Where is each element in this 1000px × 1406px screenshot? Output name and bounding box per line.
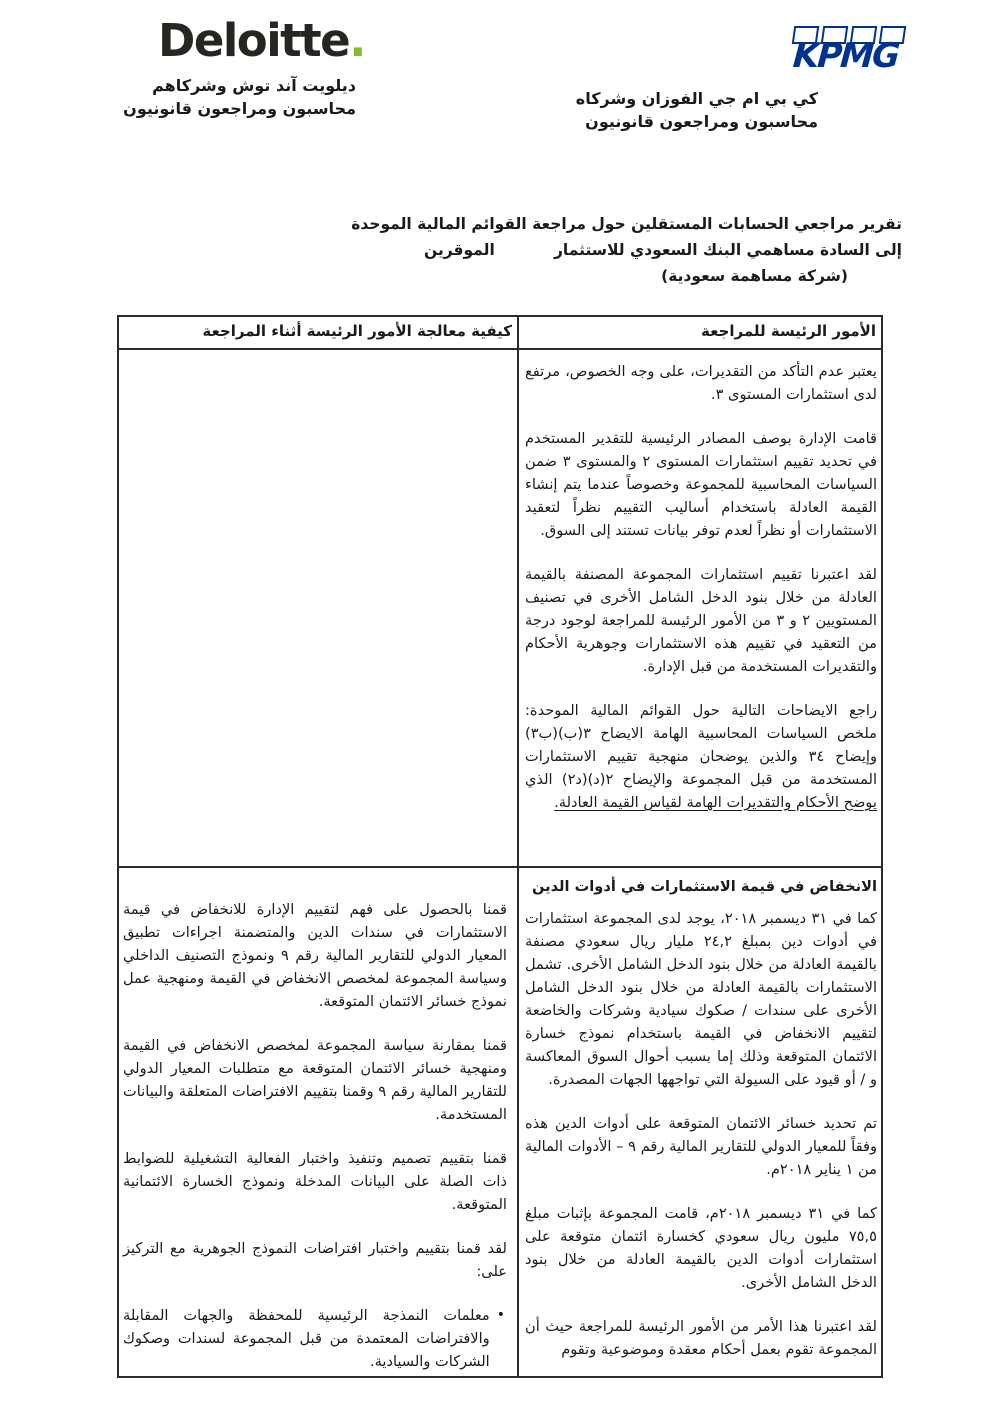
kpmg-arabic-name [575, 87, 818, 133]
kam-section-heading: الانخفاض في قيمة الاستثمارات في أدوات الدين [532, 878, 877, 895]
kpmg-logo [791, 26, 913, 76]
bullet-icon: • [496, 1307, 505, 1323]
paragraph: قمنا بتقييم تصميم وتنفيذ واختبار الفعالية التشغيلية للضوابط ذات الصلة على البيانات المدخلة ونموذج الخسارة الائتمانية المتوقعة. [123, 1150, 507, 1213]
paragraph: كما في ٣١ ديسمبر ٢٠١٨م، قامت المجموعة بإثبات مبلغ ٧٥,٥ مليون ريال سعودي كخسارة ائتمان متوقعة على استثمارات أدوات الدين بالقيمة العادلة من خلال بنود الدخل الشامل الأخرى. [525, 1205, 877, 1291]
report-title-line-3: (شركة مساهمة سعودية) [661, 267, 848, 285]
paragraph: كما في ٣١ ديسمبر ٢٠١٨، يوجد لدى المجموعة استثمارات في أدوات دين بمبلغ ٢٤,٢ مليار ريال سعودي مصنفة بالقيمة العادلة من خلال بنود الدخل الشامل الأخرى. تشمل الاستثمارات بالقيمة العادلة من خلال بنود الدخل الشامل الأخرى على سندات / صكوك سيادية وشركات والخاضعة لتقييم الانخفاض في القيمة باستخدام نموذج خسارة الائتمان المتوقعة وذلك إما بسبب أحوال السوق المعاكسة و / أو قيود على السيولة التي تواجهها الجهات المصدرة. [525, 910, 877, 1088]
kam-row2-cell [517, 868, 881, 1376]
deloitte-logo [132, 14, 365, 67]
report-title [351, 211, 902, 289]
report-title-line-2 [424, 237, 902, 263]
paragraph: لقد اعتبرنا هذا الأمر من الأمور الرئيسة للمراجعة حيث أن المجموعة تقوم بعمل أحكام معقدة وموضوعية وتقوم [525, 1318, 877, 1358]
report-title-line-1: تقرير مراجعي الحسابات المستقلين حول مراجعة القوائم المالية الموحدة [351, 215, 902, 233]
paragraph: لقد اعتبرنا تقييم استثمارات المجموعة المصنفة بالقيمة العادلة من خلال بنود الدخل الشامل الأخرى في تصنيف المستويين ٢ و ٣ من الأمور الرئيسة للمراجعة لوجود درجة من التعقيد في تقييم هذه الاستثمارات وجوهرية الأحكام والتقديرات المستخدمة من قبل الإدارة. [525, 566, 877, 675]
kpmg-arabic-line-2: محاسبون ومراجعون قانونيون [585, 112, 818, 131]
paragraph: تم تحديد خسائر الائتمان المتوقعة على أدوات الدين هذه وفقاً للمعيار الدولي للتقارير المالية رقم ٩ – الأدوات المالية من ١ يناير ٢٠١٨م. [525, 1115, 877, 1178]
response-row1-cell [119, 350, 517, 868]
underlined-text: يوضح الأحكام والتقديرات الهامة لقياس القيمة العادلة. [554, 794, 877, 811]
bullet-item [123, 1304, 505, 1373]
deloitte-arabic-line-1: ديلويت آند توش وشركاهم [152, 76, 356, 95]
report-title-honorific: الموقرين [424, 241, 495, 259]
paragraph: قمنا بمقارنة سياسة المجموعة لمخصص الانخفاض في القيمة ومنهجية خسائر الائتمان المتوقعة مع متطلبات المعيار الدولي للتقارير المالية رقم ٩ وقمنا بتقييم الافتراضات المتعلقة والبيانات المستخدمة. [123, 1037, 507, 1123]
response-row2-cell [119, 868, 517, 1376]
bullet-text: معلمات النمذجة الرئيسية للمحفظة والجهات المقابلة والافتراضات المعتمدة من قبل المجموعة لسندات وصكوك الشركات والسيادية. [123, 1307, 490, 1370]
kam-row1-cell [517, 350, 881, 868]
report-title-addressee: إلى السادة مساهمي البنك السعودي للاستثمار [553, 241, 902, 259]
kpmg-arabic-line-1: كي بي ام جي الفوزان وشركاه [575, 89, 818, 108]
paragraph: راجع الايضاحات التالية حول القوائم المالية الموحدة: ملخص السياسات المحاسبية الهامة الايضاح ٣(ب)(ب٣) وإيضاح ٣٤ والذين يوضحان منهجية تقييم الاستثمارات المستخدمة من قبل المجموعة والإيضاح ٢(د)(د٢) الذي يوضح الأحكام والتقديرات الهامة لقياس القيمة العادلة. [525, 702, 878, 811]
deloitte-arabic-name [123, 74, 356, 120]
paragraph: يعتبر عدم التأكد من التقديرات، على وجه الخصوص، مرتفع لدى استثمارات المستوى ٣. [525, 363, 877, 403]
kpmg-letterhead [575, 26, 916, 133]
response-column-header: كيفية معالجة الأمور الرئيسة أثناء المراجعة [119, 317, 517, 350]
kam-column-header: الأمور الرئيسة للمراجعة [517, 317, 881, 350]
paragraph: قامت الإدارة بوصف المصادر الرئيسية للتقدير المستخدم في تحديد تقييم استثمارات المستوى ٢ والمستوى ٣ ضمن السياسات المحاسبية للمجموعة وخصوصاً عندما يتم إنشاء القيمة العادلة باستخدام أساليب التقييم نظراً لتعقيد الاستثمارات أو نظراً لعدم توفر بيانات تستند إلى السوق. [525, 430, 877, 539]
deloitte-wordmark: Deloitte [158, 14, 350, 67]
kpmg-wordmark: KPMG [791, 36, 900, 76]
deloitte-dot-icon: . [349, 14, 365, 67]
deloitte-arabic-line-2: محاسبون ومراجعون قانونيون [123, 99, 356, 118]
deloitte-letterhead [123, 14, 365, 120]
key-audit-matters-table [117, 315, 883, 1378]
paragraph: لقد قمنا بتقييم واختبار افتراضات النموذج الجوهرية مع التركيز على: [123, 1240, 507, 1280]
paragraph: قمنا بالحصول على فهم لتقييم الإدارة للانخفاض في قيمة الاستثمارات في سندات الدين والمتضمنة اجراءات تطبيق المعيار الدولي للتقارير المالية رقم ٩ ونموذج التصنيف الداخلي وسياسة المجموعة لمخصص الانخفاض في القيمة ومنهجية عمل نموذج خسائر الائتمان المتوقعة. [123, 901, 507, 1010]
